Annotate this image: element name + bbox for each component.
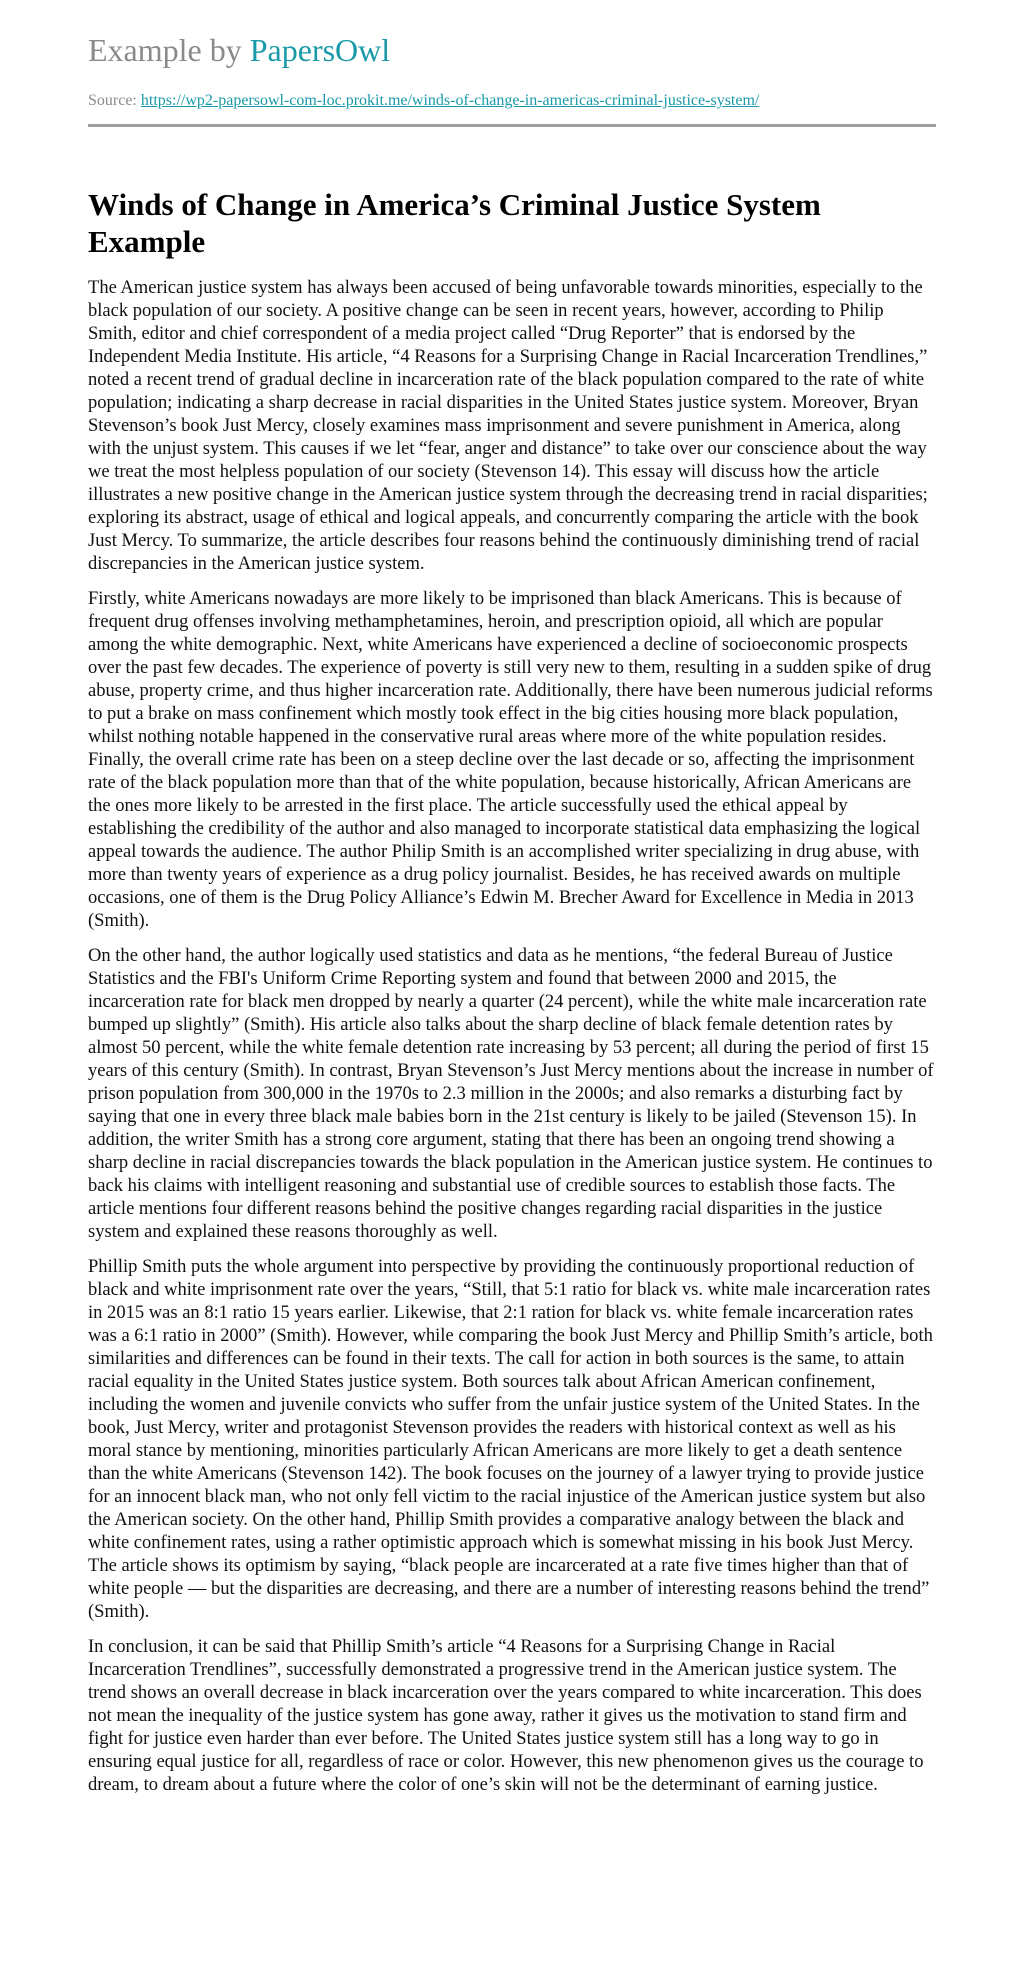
brand-name: PapersOwl <box>249 32 391 68</box>
article-paragraph-4: Phillip Smith puts the whole argument into perspective by providing the continuously proportional reduction of black and white imprisonment rate over the years, “Still, that 5:1 ratio for black vs. white male incarceration rates in 2015 was an 8:1 ratio 15 years earlier. Likewise, that 2:1 ration for black vs. white female incarceration rates was a 6:1 ratio in 2000” (Smith). However, while comparing the book Just Mercy and Phillip Smith’s article, both similarities and differences can be found in their texts. The call for action in both sources is the same, to attain racial equality in the United States justice system. Both sources talk about African American confinement, including the women and juvenile convicts who suffer from the unfair justice system of the United States. In the book, Just Mercy, writer and protagonist Stevenson provides the readers with historical context as well as his moral stance by mentioning, minorities particularly African Americans are more likely to get a death sentence than the white Americans (Stevenson 142). The book focuses on the journey of a lawyer trying to provide justice for an innocent black man, who not only fell victim to the racial injustice of the American justice system but also the American society. On the other hand, Phillip Smith provides a comparative analogy between the black and white confinement rates, using a rather optimistic approach which is somewhat missing in his book Just Mercy. The article shows its optimism by saying, “black people are incarcerated at a rate five times higher than that of white people — but the disparities are decreasing, and there are a number of interesting reasons behind the trend” (Smith). <box>88 1256 933 1622</box>
article-paragraph-1: The American justice system has always been accused of being unfavorable towards minorities, especially to the black population of our society. A positive change can be seen in recent years, however, according to Philip Smith, editor and chief correspondent of a media project called “Drug Reporter” that is endorsed by the Independent Media Institute. His article, “4 Reasons for a Surprising Change in Racial Incarceration Trendlines,” noted a recent trend of gradual decline in incarceration rate of the black population compared to the rate of white population; indicating a sharp decrease in racial disparities in the United States justice system. Moreover, Bryan Stevenson’s book Just Mercy, closely examines mass imprisonment and severe punishment in America, along with the unjust system. This causes if we let “fear, anger and distance” to take over our conscience about the way we treat the most helpless population of our society (Stevenson 14). This essay will discuss how the article illustrates a new positive change in the American justice system through the decreasing trend in racial disparities; exploring its abstract, usage of ethical and logical appeals, and concurrently comparing the article with the book Just Mercy. To summarize, the article describes four reasons behind the continuously diminishing trend of racial discrepancies in the American justice system. <box>88 277 928 574</box>
article-paragraph-3: On the other hand, the author logically used statistics and data as he mentions, “the federal Bureau of Justice Statistics and the FBI's Uniform Crime Reporting system and found that between 2000 and 2015, the incarceration rate for black men dropped by nearly a quarter (24 percent), while the white male incarceration rate bumped up slightly” (Smith). His article also talks about the sharp decline of black female detention rates by almost 50 percent, while the white female detention rate increasing by 53 percent; all during the period of first 15 years of this century (Smith). In contrast, Bryan Stevenson’s Just Mercy mentions about the increase in number of prison population from 300,000 in the 1970s to 2.3 million in the 2000s; and also remarks a disturbing fact by saying that one in every three black male babies born in the 21st century is likely to be jailed (Stevenson 15). In addition, the writer Smith has a strong core argument, stating that there has been an ongoing trend showing a sharp decline in racial discrepancies towards the black population in the American justice system. He continues to back his claims with intelligent reasoning and substantial use of credible sources to establish those facts. The article mentions four different reasons behind the positive changes regarding racial disparities in the justice system and explained these reasons thoroughly as well. <box>88 945 934 1242</box>
article-paragraph-5: In conclusion, it can be said that Phillip Smith’s article “4 Reasons for a Surprising Change in Racial Incarceration Trendlines”, successfully demonstrated a progressive trend in the American justice system. The trend shows an overall decrease in black incarceration over the years compared to white incarceration. This does not mean the inequality of the justice system has gone away, rather it gives us the motivation to stand firm and fight for justice even harder than ever before. The United States justice system still has a long way to go in ensuring equal justice for all, regardless of race or color. However, this new phenomenon gives us the courage to dream, to dream about a future where the color of one’s skin will not be the determinant of earning justice. <box>88 1636 924 1795</box>
brand-prefix: Example by <box>88 32 242 68</box>
article-title: Winds of Change in America’s Criminal Justice System Example <box>88 187 821 259</box>
header-divider <box>88 124 936 127</box>
page-header <box>88 0 936 127</box>
source-link[interactable]: https://wp2-papersowl-com-loc.prokit.me/winds-of-change-in-americas-criminal-justice-system/ <box>140 92 760 109</box>
source-label: Source: <box>88 92 137 109</box>
source-line <box>88 90 936 112</box>
article-paragraph-2: Firstly, white Americans nowadays are more likely to be imprisoned than black Americans. This is because of frequent drug offenses involving methamphetamines, heroin, and prescription opioid, all which are popular among the white demographic. Next, white Americans have experienced a decline of socioeconomic prospects over the past few decades. The experience of poverty is still very new to them, resulting in a sudden spike of drug abuse, property crime, and thus higher incarceration rate. Additionally, there have been numerous judicial reforms to put a brake on mass confinement which mostly took effect in the big cities housing more black population, whilst nothing notable happened in the conservative rural areas where more of the white population resides. Finally, the overall crime rate has been on a steep decline over the last decade or so, affecting the imprisonment rate of the black population more than that of the white population, because historically, African Americans are the ones more likely to be arrested in the first place. The article successfully used the ethical appeal by establishing the credibility of the author and also managed to incorporate statistical data emphasizing the logical appeal towards the audience. The author Philip Smith is an accomplished writer specializing in drug abuse, with more than twenty years of experience as a drug policy journalist. Besides, he has received awards on multiple occasions, one of them is the Drug Policy Alliance’s Edwin M. Brecher Award for Excellence in Media in 2013 (Smith). <box>88 588 933 931</box>
brand-heading <box>88 30 936 70</box>
